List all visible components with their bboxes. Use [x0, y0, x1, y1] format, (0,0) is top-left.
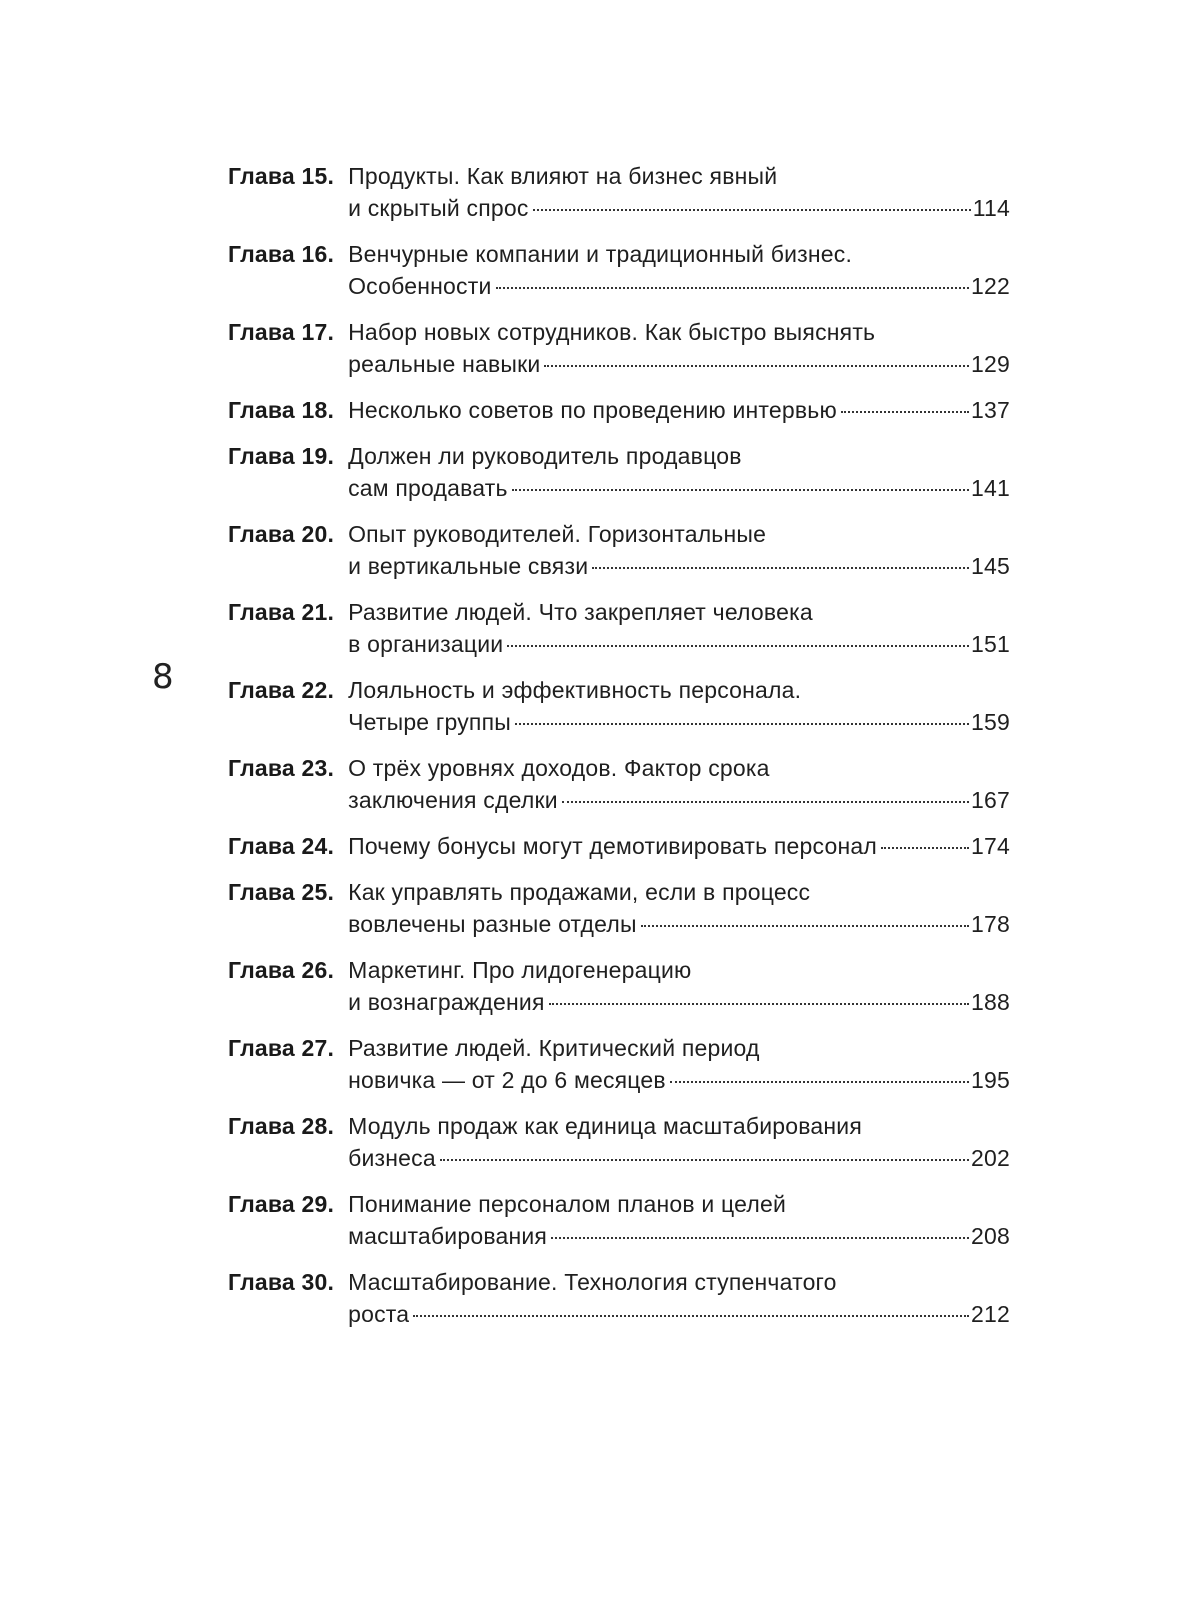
chapter-title	[348, 440, 1010, 504]
page-reference: 174	[971, 833, 1010, 859]
chapter-label: Глава 17.	[228, 319, 335, 345]
dot-leader	[544, 365, 969, 367]
toc-entry	[228, 1032, 1010, 1096]
dot-leader	[440, 1159, 969, 1161]
chapter-title-text: Развитие людей. Что закрепляет человека	[348, 599, 813, 625]
dot-leader	[549, 1003, 969, 1005]
chapter-title	[348, 238, 1010, 302]
chapter-title-text: Масштабирование. Технология ступенчатого	[348, 1269, 837, 1295]
page-number: 8	[152, 657, 174, 697]
chapter-title-last-line	[348, 348, 1010, 380]
chapter-label: Глава 24.	[228, 833, 335, 859]
chapter-title	[348, 1032, 1010, 1096]
chapter-title-text: в организации	[348, 631, 504, 657]
dot-leader	[562, 801, 969, 803]
chapter-title-last-line	[348, 1298, 1010, 1330]
chapter-label: Глава 28.	[228, 1113, 335, 1139]
chapter-title-line	[348, 674, 1010, 706]
chapter-title-line	[348, 1032, 1010, 1064]
chapter-title-text: Должен ли руководитель продавцов	[348, 443, 742, 469]
chapter-title-line	[348, 316, 1010, 348]
page-reference: 159	[971, 709, 1010, 735]
dot-leader	[533, 209, 971, 211]
dot-leader	[641, 925, 969, 927]
toc-entry	[228, 238, 1010, 302]
page-reference: 114	[972, 195, 1010, 221]
chapter-title-text: Почему бонусы могут демотивировать персонал	[348, 833, 877, 859]
chapter-title	[348, 1110, 1010, 1174]
chapter-title-line	[348, 238, 1010, 270]
chapter-title	[348, 876, 1010, 940]
dot-leader	[670, 1081, 969, 1083]
chapter-title	[348, 752, 1010, 816]
chapter-title-text: О трёх уровнях доходов. Фактор срока	[348, 755, 770, 781]
chapter-title-last-line	[348, 784, 1010, 816]
chapter-title-text: Маркетинг. Про лидогенерацию	[348, 957, 692, 983]
chapter-title	[348, 394, 1010, 426]
toc-entry	[228, 1266, 1010, 1330]
page-reference: 137	[971, 397, 1010, 423]
page-reference: 122	[971, 273, 1010, 299]
chapter-title-line	[348, 1266, 1010, 1298]
chapter-title-line	[348, 1110, 1010, 1142]
chapter-title-text: Четыре группы	[348, 709, 511, 735]
chapter-label: Глава 30.	[228, 1269, 335, 1295]
page-reference: 129	[971, 351, 1010, 377]
chapter-label: Глава 29.	[228, 1191, 335, 1217]
chapter-label: Глава 20.	[228, 521, 335, 547]
toc-entry	[228, 316, 1010, 380]
chapter-label: Глава 25.	[228, 879, 335, 905]
page-reference: 212	[971, 1301, 1010, 1327]
chapter-title-text: масштабирования	[348, 1223, 548, 1249]
chapter-title-text: и скрытый спрос	[348, 195, 529, 221]
chapter-title-last-line	[348, 986, 1010, 1018]
chapter-title	[348, 596, 1010, 660]
dot-leader	[496, 287, 969, 289]
chapter-title-text: Понимание персоналом планов и целей	[348, 1191, 787, 1217]
chapter-title-text: заключения сделки	[348, 787, 558, 813]
dot-leader	[515, 723, 969, 725]
page-reference: 141	[971, 475, 1010, 501]
table-of-contents	[228, 160, 1010, 1344]
chapter-title-last-line	[348, 1220, 1010, 1252]
chapter-title-line	[348, 440, 1010, 472]
chapter-title-text: Развитие людей. Критический период	[348, 1035, 760, 1061]
dot-leader	[592, 567, 969, 569]
dot-leader	[841, 411, 969, 413]
chapter-title-text: Модуль продаж как единица масштабирования	[348, 1113, 862, 1139]
chapter-title-last-line	[348, 1142, 1010, 1174]
toc-entry	[228, 596, 1010, 660]
chapter-title-text: сам продавать	[348, 475, 508, 501]
chapter-title-text: Как управлять продажами, если в процесс	[348, 879, 811, 905]
dot-leader	[507, 645, 969, 647]
chapter-label: Глава 15.	[228, 163, 335, 189]
chapter-title-line	[348, 596, 1010, 628]
chapter-title	[348, 316, 1010, 380]
chapter-title-last-line	[348, 706, 1010, 738]
chapter-title-text: роста	[348, 1301, 410, 1327]
page-reference: 178	[971, 911, 1010, 937]
chapter-title-last-line	[348, 830, 1010, 862]
chapter-title-line	[348, 518, 1010, 550]
chapter-label: Глава 19.	[228, 443, 335, 469]
chapter-title-text: Лояльность и эффективность персонала.	[348, 677, 802, 703]
chapter-title-text: реальные навыки	[348, 351, 541, 377]
chapter-title	[348, 160, 1010, 224]
chapter-title-text: вовлечены разные отделы	[348, 911, 637, 937]
chapter-title-text: и вознаграждения	[348, 989, 545, 1015]
chapter-title-text: Набор новых сотрудников. Как быстро выяснять	[348, 319, 876, 345]
chapter-title-last-line	[348, 908, 1010, 940]
page-reference: 195	[971, 1067, 1010, 1093]
chapter-label: Глава 23.	[228, 755, 335, 781]
page-reference: 167	[971, 787, 1010, 813]
toc-entry	[228, 954, 1010, 1018]
chapter-label: Глава 16.	[228, 241, 335, 267]
chapter-title-last-line	[348, 1064, 1010, 1096]
chapter-label: Глава 27.	[228, 1035, 335, 1061]
page-reference: 145	[971, 553, 1010, 579]
chapter-title	[348, 1266, 1010, 1330]
page-reference: 188	[971, 989, 1010, 1015]
chapter-title-last-line	[348, 270, 1010, 302]
page-reference: 208	[971, 1223, 1010, 1249]
toc-entry	[228, 394, 1010, 426]
dot-leader	[551, 1237, 969, 1239]
chapter-title-text: Венчурные компании и традиционный бизнес.	[348, 241, 853, 267]
dot-leader	[881, 847, 969, 849]
chapter-label: Глава 22.	[228, 677, 335, 703]
chapter-label: Глава 26.	[228, 957, 335, 983]
chapter-title-text: Продукты. Как влияют на бизнес явный	[348, 163, 778, 189]
chapter-label: Глава 21.	[228, 599, 335, 625]
page-reference: 202	[971, 1145, 1010, 1171]
chapter-title-text: Несколько советов по проведению интервью	[348, 397, 837, 423]
chapter-title	[348, 830, 1010, 862]
chapter-title-last-line	[348, 394, 1010, 426]
chapter-title-last-line	[348, 550, 1010, 582]
chapter-title-line	[348, 876, 1010, 908]
page-reference: 151	[971, 631, 1010, 657]
toc-entry	[228, 1110, 1010, 1174]
toc-entry	[228, 440, 1010, 504]
toc-entry	[228, 752, 1010, 816]
chapter-title-line	[348, 752, 1010, 784]
toc-entry	[228, 160, 1010, 224]
toc-entry	[228, 830, 1010, 862]
toc-entry	[228, 674, 1010, 738]
chapter-title-last-line	[348, 192, 1010, 224]
chapter-title	[348, 674, 1010, 738]
chapter-title-last-line	[348, 472, 1010, 504]
toc-entry	[228, 518, 1010, 582]
dot-leader	[413, 1315, 969, 1317]
chapter-title-line	[348, 160, 1010, 192]
chapter-title-text: новичка — от 2 до 6 месяцев	[348, 1067, 666, 1093]
toc-entry	[228, 876, 1010, 940]
chapter-title-text: и вертикальные связи	[348, 553, 589, 579]
toc-entry	[228, 1188, 1010, 1252]
chapter-label: Глава 18.	[228, 397, 335, 423]
chapter-title	[348, 518, 1010, 582]
chapter-title-text: Особенности	[348, 273, 492, 299]
chapter-title-line	[348, 1188, 1010, 1220]
chapter-title	[348, 954, 1010, 1018]
chapter-title-text: бизнеса	[348, 1145, 436, 1171]
dot-leader	[512, 489, 969, 491]
chapter-title-line	[348, 954, 1010, 986]
chapter-title-text: Опыт руководителей. Горизонтальные	[348, 521, 767, 547]
chapter-title	[348, 1188, 1010, 1252]
chapter-title-last-line	[348, 628, 1010, 660]
